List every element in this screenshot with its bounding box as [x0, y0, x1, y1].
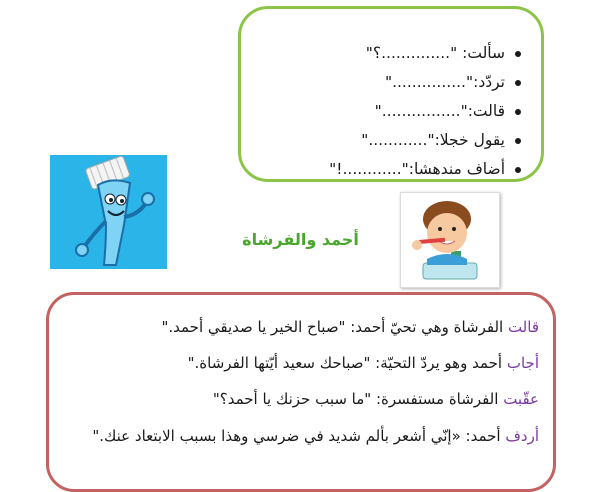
story-rest: أحمد: «إنّي أشعر بألم شديد في ضرسي وهذا بسبب الابتعاد عنك.": [92, 427, 506, 445]
bullet-icon: [515, 51, 521, 57]
story-verb: قالت: [507, 318, 539, 336]
bullet-icon: [515, 167, 521, 173]
bullet-icon: [515, 109, 521, 115]
prompt-item: [329, 68, 521, 97]
bullet-icon: [515, 80, 521, 86]
story-verb: أردف: [505, 427, 539, 445]
story-title: [0, 230, 595, 249]
story-title-text: أحمد والفرشاة: [242, 230, 359, 249]
prompt-item: [329, 97, 521, 126]
toothbrush-character-icon: [50, 155, 167, 269]
story-text: [63, 309, 539, 449]
prompt-text: سألت: "..............؟": [365, 44, 505, 62]
story-verb: عقّبت: [503, 390, 539, 408]
prompt-text: تردّد:"...............": [384, 73, 505, 91]
story-line: [63, 309, 539, 345]
prompt-text: أضاف مندهشا:"............!": [329, 160, 505, 178]
dialogue-prompts-list: [329, 39, 521, 184]
bullet-icon: [515, 138, 521, 144]
prompt-item: [329, 39, 521, 68]
story-line: [63, 381, 539, 417]
prompt-text: قالت:"................": [374, 102, 505, 120]
story-rest: الفرشاة مستفسرة: "ما سبب حزنك يا أحمد؟": [212, 390, 504, 408]
story-rest: أحمد وهو يردّ التحيّة: "صباحك سعيد أيّتها الفرشاة.": [187, 354, 507, 372]
story-line: [63, 423, 539, 449]
prompt-text: يقول خجلا:"............": [361, 131, 505, 149]
dialogue-prompts-box: [238, 6, 544, 182]
story-verb: أجاب: [506, 354, 539, 372]
prompt-item: [329, 126, 521, 155]
prompt-item: [329, 155, 521, 184]
story-box: [46, 292, 556, 492]
story-rest: الفرشاة وهي تحيّ أحمد: "صباح الخير يا صديقي أحمد.": [161, 318, 508, 336]
story-line: [63, 345, 539, 381]
